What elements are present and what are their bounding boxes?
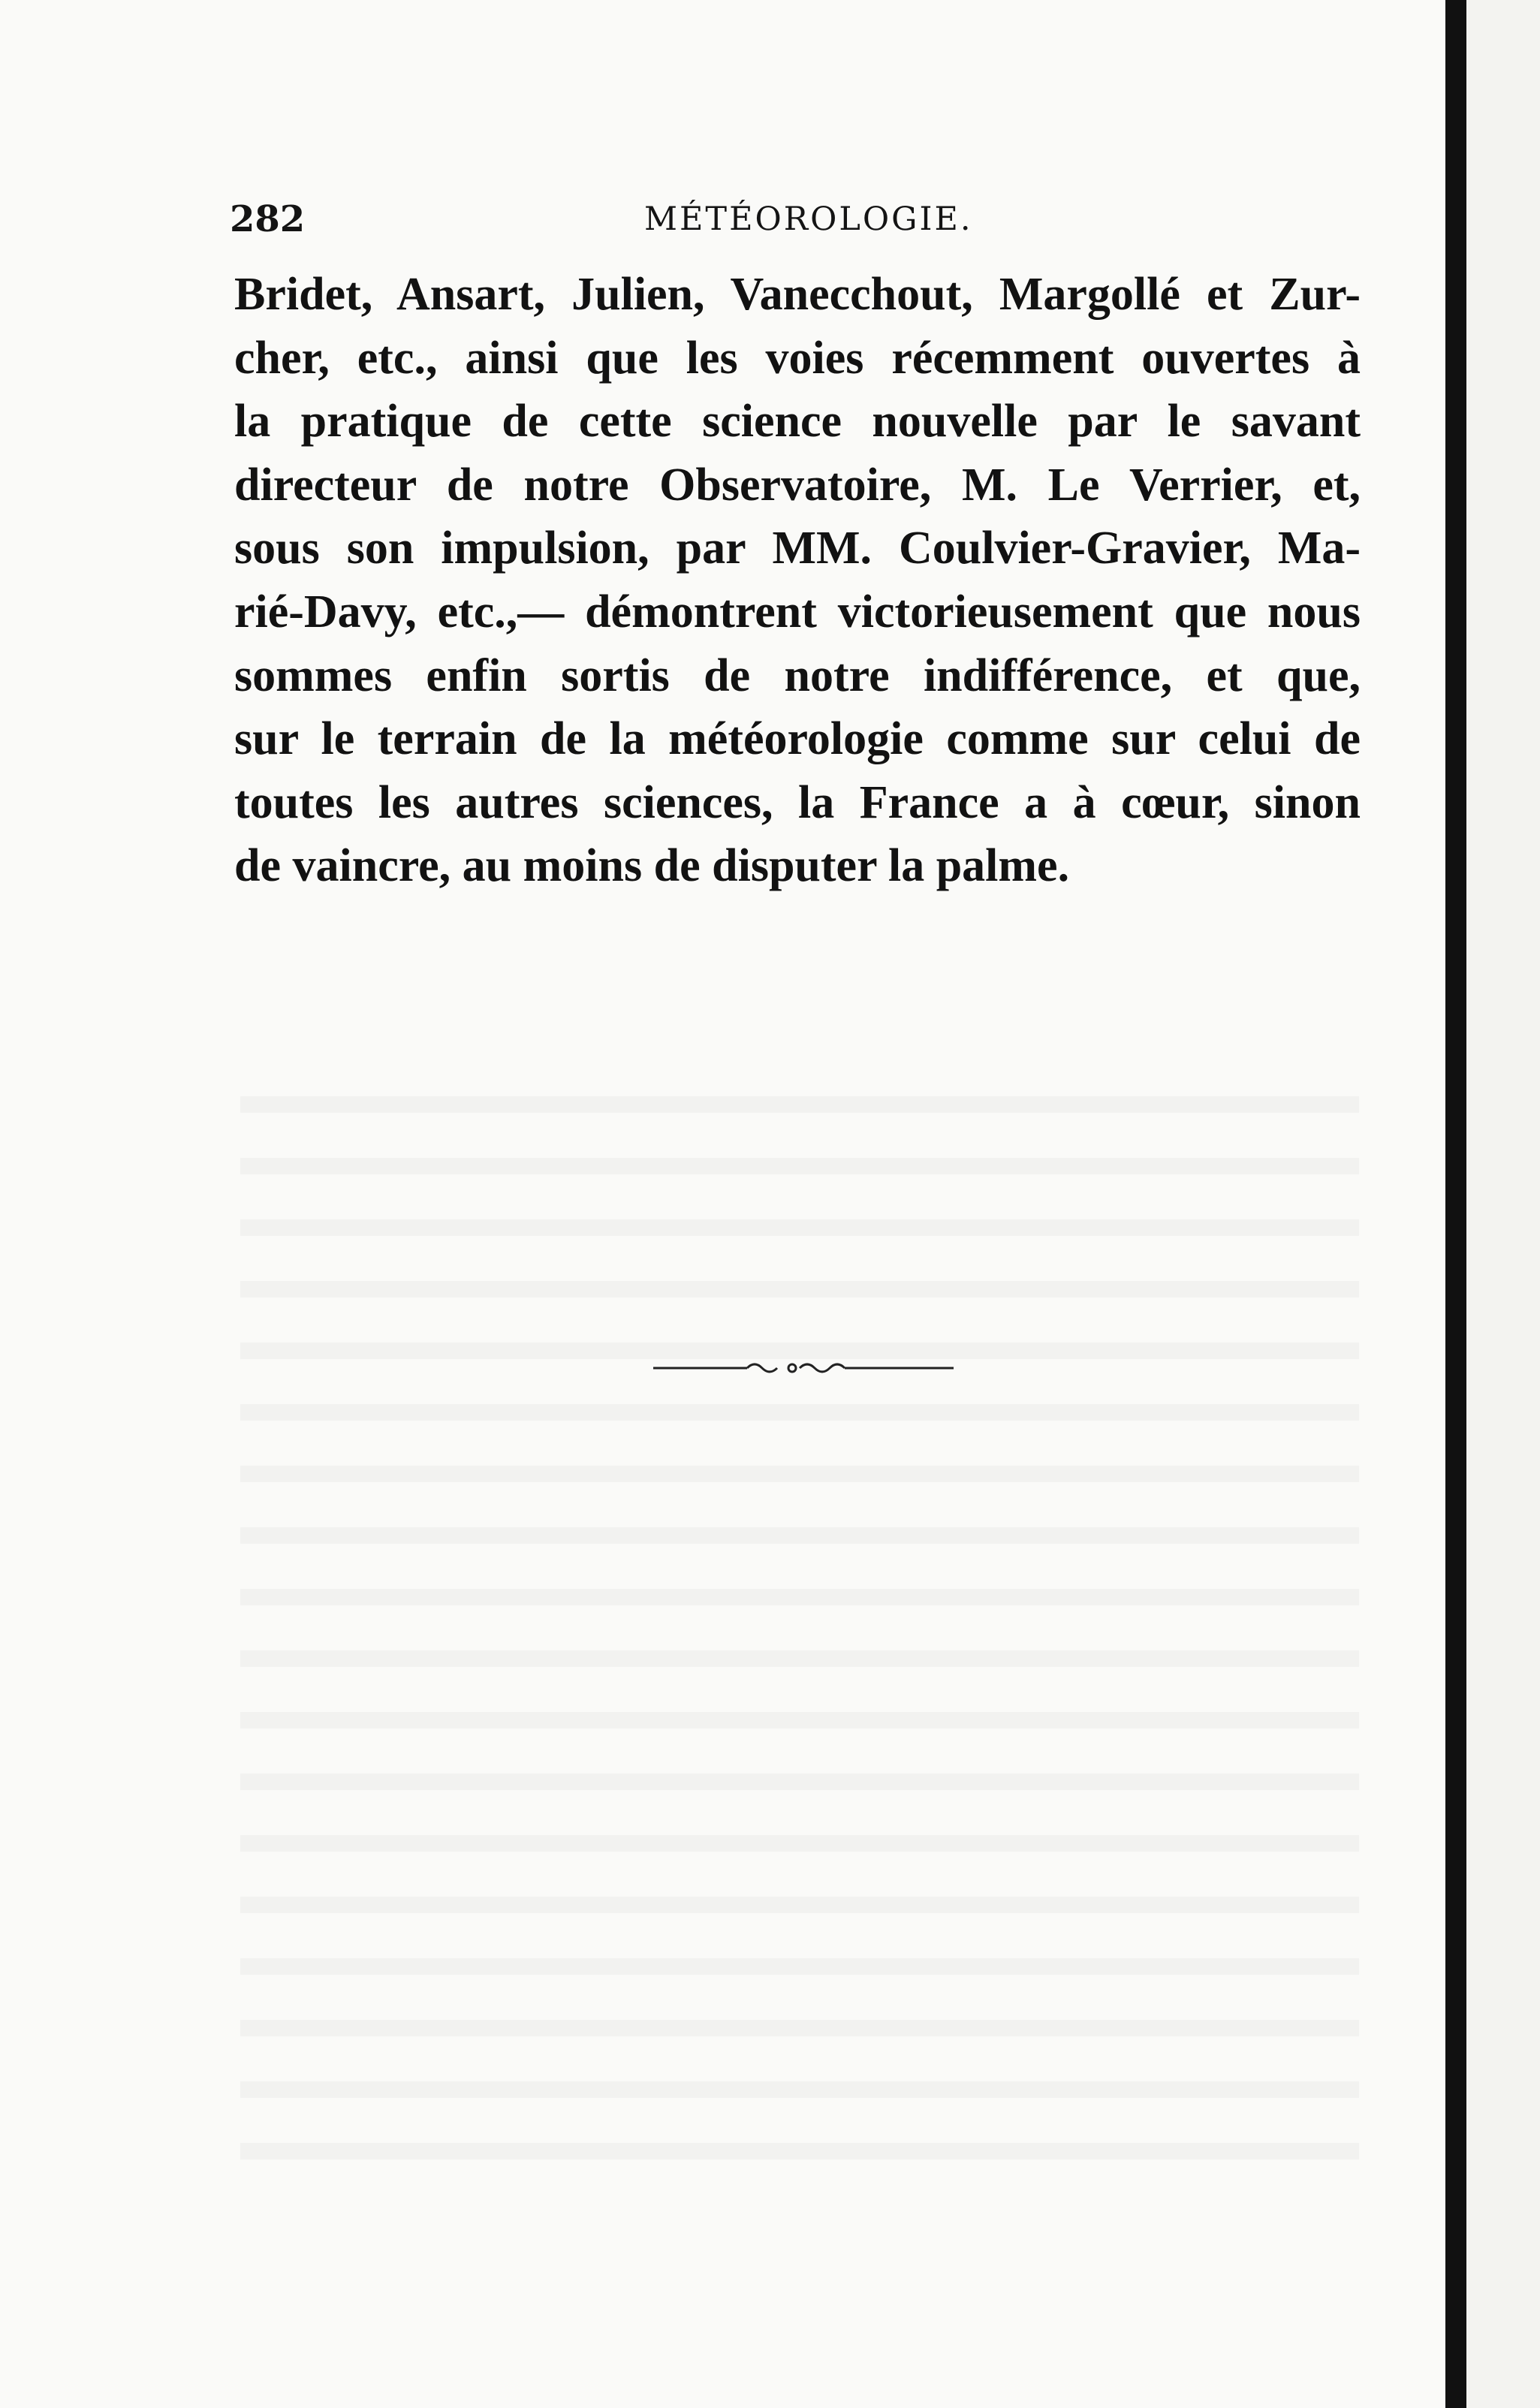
text-line: sur le terrain de la météorologie comme sur celui de <box>234 713 1361 765</box>
adjacent-page-edge <box>1466 0 1540 2408</box>
text-line: toutes les autres sciences, la France a à cœur, sinon <box>234 776 1361 828</box>
page-number: 282 <box>230 198 306 240</box>
text-line: sous son impulsion, par MM. Coulvier-Gravier, Ma- <box>234 523 1361 574</box>
running-title: MÉTÉOROLOGIE. <box>644 200 973 238</box>
tailpiece-ornament-icon <box>653 1359 954 1377</box>
text-line: sommes enfin sortis de notre indifférence, et que, <box>234 649 1361 701</box>
text-line: de vaincre, au moins de disputer la palme. <box>234 840 1070 892</box>
book-gutter <box>1445 0 1466 2408</box>
show-through-texture <box>240 1066 1359 2177</box>
body-paragraph <box>234 263 1361 898</box>
text-line: rié-Davy, etc.,— démontrent victorieusement que nous <box>234 586 1361 637</box>
text-line: directeur de notre Observatoire, M. Le Verrier, et, <box>234 459 1361 511</box>
text-line: Bridet, Ansart, Julien, Vanecchout, Margollé et Zur- <box>234 269 1361 320</box>
page-header <box>230 197 1356 242</box>
text-line: la pratique de cette science nouvelle par le savant <box>234 396 1361 448</box>
text-line: cher, etc., ainsi que les voies récemment ouvertes à <box>234 332 1361 384</box>
